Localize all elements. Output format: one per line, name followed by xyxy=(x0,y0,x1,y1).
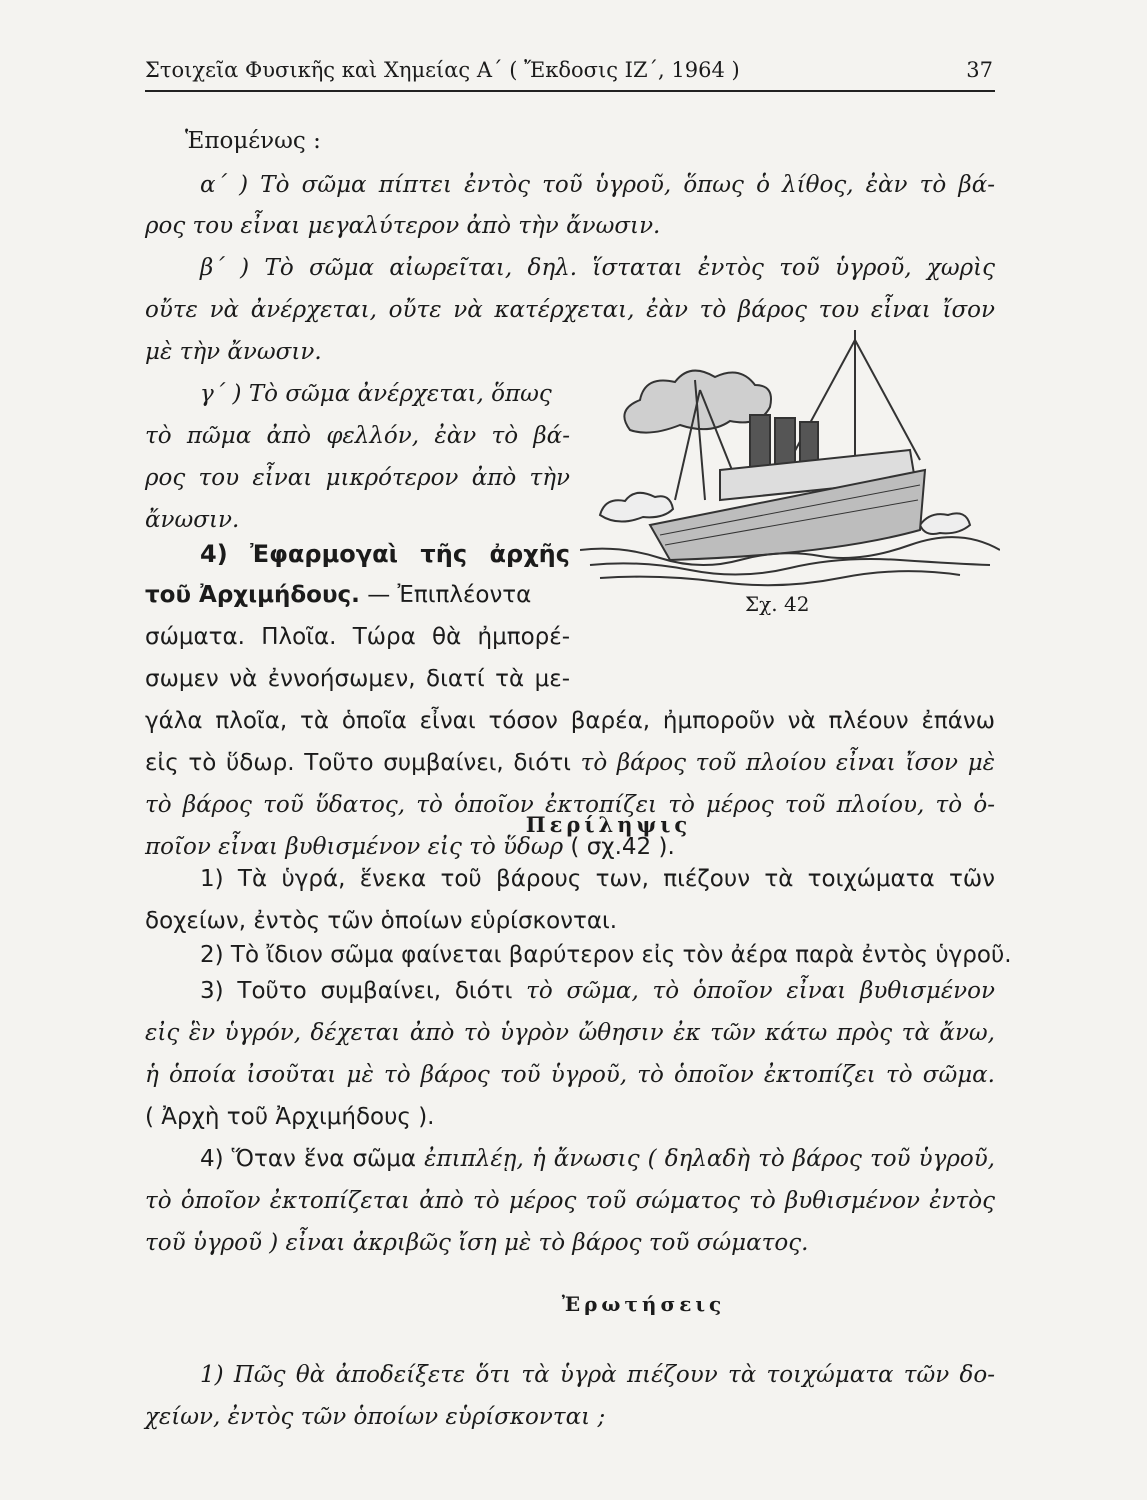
case-b-line-1: β΄ ) Τὸ σῶμα αἰωρεῖται, δηλ. ἵσταται ἐντὸς τοῦ ὑγροῦ, χωρὶς xyxy=(200,255,995,281)
section-4-line-8a: ποῖον εἶναι βυθισμένον εἰς τὸ ὕδωρ xyxy=(145,834,564,860)
summary-4-line-3: τοῦ ὑγροῦ ) εἶναι ἀκριβῶς ἴση μὲ τὸ βάρος τοῦ σώματος. xyxy=(145,1230,809,1256)
summary-4-line-1a: 4) Ὅταν ἕνα σῶμα xyxy=(200,1146,425,1172)
case-c-line-3: ρος του εἶναι μικρότερον ἀπὸ τὴν xyxy=(145,465,570,491)
case-b-line-3: μὲ τὴν ἄνωσιν. xyxy=(145,339,322,365)
case-c-line-1: γ΄ ) Τὸ σῶμα ἀνέρχεται, ὅπως xyxy=(200,381,552,407)
summary-2-line-1: 2) Τὸ ἴδιον σῶμα φαίνεται βαρύτερον εἰς τὸν ἀέρα παρὰ ἐντὸς ὑγροῦ. xyxy=(200,942,1012,968)
case-a-line-1: α΄ ) Τὸ σῶμα πίπτει ἐντὸς τοῦ ὑγροῦ, ὅπως ὁ λίθος, ἐὰν τὸ βά- xyxy=(200,172,995,198)
section-4-line-4: σωμεν νὰ ἐννοήσωμεν, διατί τὰ με- xyxy=(145,666,570,692)
summary-3-line-1 xyxy=(200,978,995,1004)
section-4-heading: 4) Ἐφαρμογαὶ τῆς ἀρχῆς xyxy=(200,540,570,568)
summary-3-line-1b: τὸ σῶμα, τὸ ὁποῖον εἶναι βυθισμένον xyxy=(526,978,995,1004)
summary-3-line-3: ἡ ὁποία ἰσοῦται μὲ τὸ βάρος τοῦ ὑγροῦ, τὸ ὁποῖον ἐκτοπίζει τὸ σῶμα. xyxy=(145,1062,995,1088)
case-b-line-2: οὔτε νὰ ἀνέρχεται, οὔτε νὰ κατέρχεται, ἐὰν τὸ βάρος του εἶναι ἴσον xyxy=(145,297,995,323)
case-c-line-4: ἄνωσιν. xyxy=(145,507,240,533)
summary-3-line-4: ( Ἀρχὴ τοῦ Ἀρχιμήδους ). xyxy=(145,1104,435,1130)
summary-4-line-2: τὸ ὁποῖον ἐκτοπίζεται ἀπὸ τὸ μέρος τοῦ σώματος τὸ βυθισμένον ἐντὸς xyxy=(145,1188,995,1214)
question-1-line-2: χείων, ἐντὸς τῶν ὁποίων εὑρίσκονται ; xyxy=(145,1404,606,1430)
section-4-line-2 xyxy=(145,582,570,608)
section-4-line-6a: εἰς τὸ ὕδωρ. Τοῦτο συμβαίνει, διότι xyxy=(145,750,581,776)
section-4-line-7: τὸ βάρος τοῦ ὕδατος, τὸ ὁποῖον ἐκτοπίζει τὸ μέρος τοῦ πλοίου, τὸ ὁ- xyxy=(145,792,995,818)
section-4-subtitle: — Ἐπιπλέοντα xyxy=(359,582,532,608)
section-4-line-3: σώματα. Πλοῖα. Τώρα θὰ ἠμπορέ- xyxy=(145,624,570,650)
header-title: Στοιχεῖα Φυσικῆς καὶ Χημείας Α΄ ( Ἔκδοσις ΙΖ΄, 1964 ) xyxy=(145,58,740,82)
summary-4-line-1b: ἐπιπλέῃ, ἡ ἄνωσις ( δηλαδὴ τὸ βάρος τοῦ ὑγροῦ, xyxy=(424,1146,995,1172)
summary-1-line-1: 1) Τὰ ὑγρά, ἕνεκα τοῦ βάρους των, πιέζουν τὰ τοιχώματα τῶν xyxy=(200,866,995,892)
page-number: 37 xyxy=(966,58,993,82)
summary-heading: Περίληψις xyxy=(525,812,692,837)
section-4-line-6 xyxy=(145,750,995,776)
summary-3-line-2: εἰς ἓν ὑγρόν, δέχεται ἀπὸ τὸ ὑγρὸν ὤθησιν ἐκ τῶν κάτω πρὸς τὰ ἄνω, xyxy=(145,1020,995,1046)
case-c-line-2: τὸ πῶμα ἀπὸ φελλόν, ἐὰν τὸ βά- xyxy=(145,423,570,449)
questions-heading: Ἐρωτήσεις xyxy=(561,1292,726,1316)
summary-1-line-2: δοχείων, ἐντὸς τῶν ὁποίων εὑρίσκονται. xyxy=(145,908,618,934)
question-1-line-1: 1) Πῶς θὰ ἀποδείξετε ὅτι τὰ ὑγρὰ πιέζουν τὰ τοιχώματα τῶν δο- xyxy=(200,1362,995,1388)
section-4-line-5: γάλα πλοῖα, τὰ ὁποῖα εἶναι τόσον βαρέα, ἠμποροῦν νὰ πλέουν ἐπάνω xyxy=(145,708,995,734)
running-header xyxy=(145,58,995,92)
section-4-heading-cont: τοῦ Ἀρχιμήδους. xyxy=(145,582,360,608)
section-4-figure-ref: ( σχ.42 ). xyxy=(563,834,675,860)
summary-4-line-1 xyxy=(200,1146,995,1172)
section-4-line-6b: τὸ βάρος τοῦ πλοίου εἶναι ἴσον μὲ xyxy=(580,750,995,776)
case-a-line-2: ρος του εἶναι μεγαλύτερον ἀπὸ τὴν ἄνωσιν. xyxy=(145,213,661,239)
intro-line: Ἑπομένως : xyxy=(185,128,321,154)
summary-3-line-1a: 3) Τοῦτο συμβαίνει, διότι xyxy=(200,978,527,1004)
section-4-line-8 xyxy=(145,834,675,860)
figure-caption: Σχ. 42 xyxy=(745,592,810,616)
ship-illustration xyxy=(580,320,1000,620)
